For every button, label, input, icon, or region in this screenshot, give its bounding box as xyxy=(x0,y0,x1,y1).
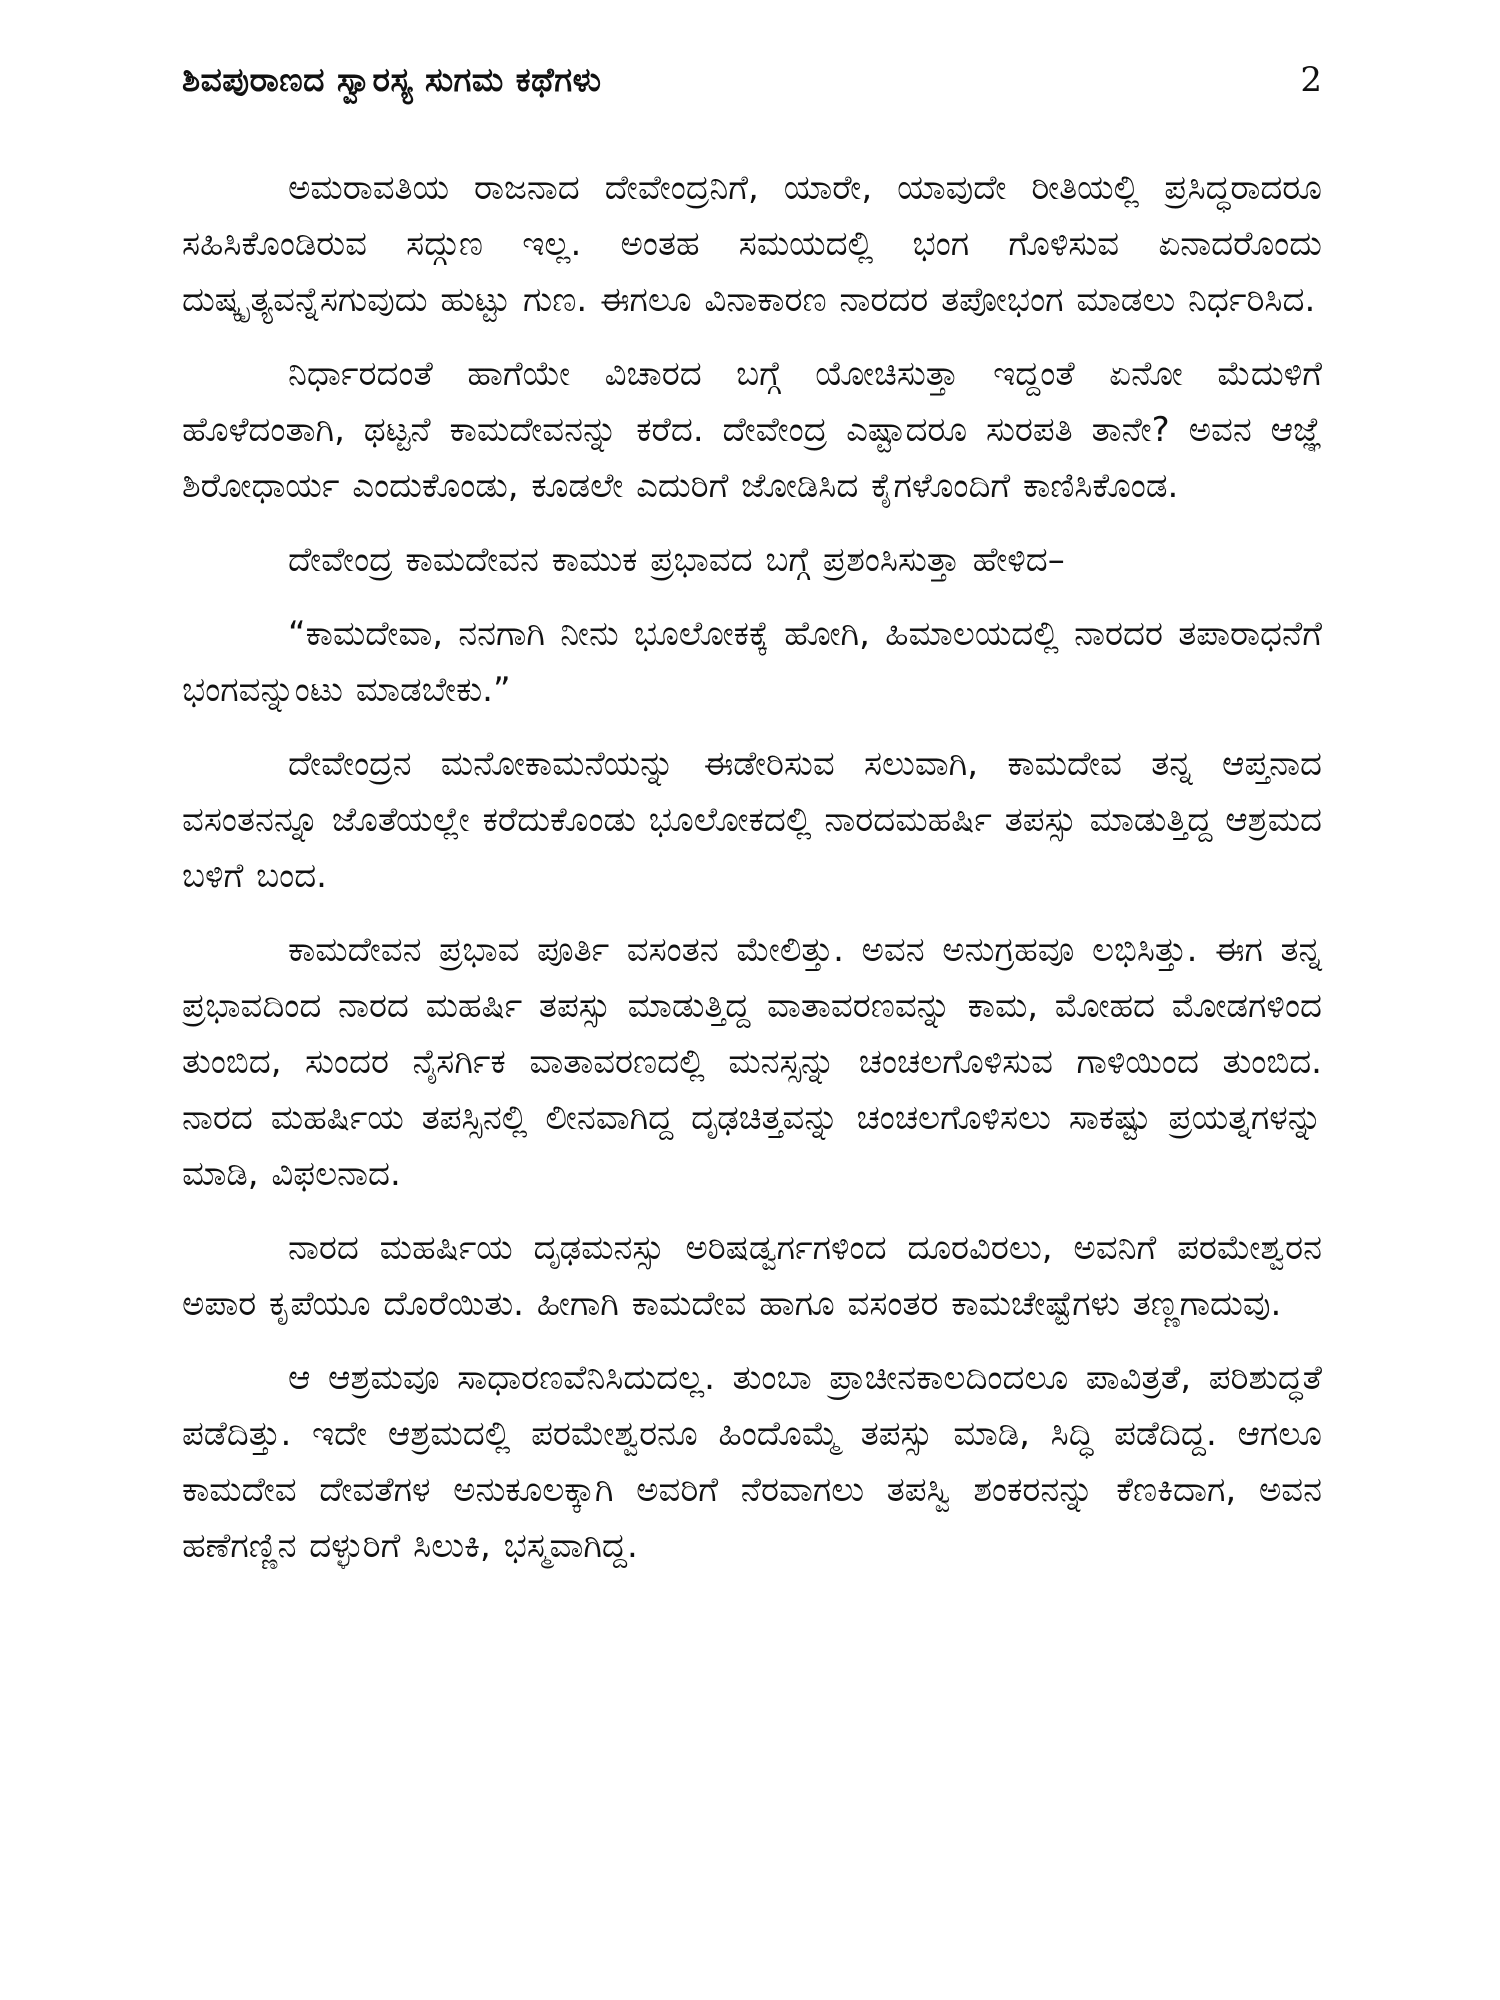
body-text xyxy=(182,160,1322,1592)
page-number: 2 xyxy=(1300,60,1322,100)
paragraph-6: ಕಾಮದೇವನ ಪ್ರಭಾವ ಪೂರ್ತಿ ವಸಂತನ ಮೇಲಿತ್ತು. ಅವನ ಅನುಗ್ರಹವೂ ಲಭಿಸಿತ್ತು. ಈಗ ತನ್ನ ಪ್ರಭಾವದಿಂದ ನಾರದ ಮಹರ್ಷಿ ತಪಸ್ಸು ಮಾಡುತ್ತಿದ್ದ ವಾತಾವರಣವನ್ನು ಕಾಮ, ಮೋಹದ ಮೋಡಗಳಿಂದ ತುಂಬಿದ, ಸುಂದರ ನೈಸರ್ಗಿಕ ವಾತಾವರಣದಲ್ಲಿ ಮನಸ್ಸನ್ನು ಚಂಚಲಗೊಳಿಸುವ ಗಾಳಿಯಿಂದ ತುಂಬಿದ. ನಾರದ ಮಹರ್ಷಿಯ ತಪಸ್ಸಿನಲ್ಲಿ ಲೀನವಾಗಿದ್ದ ದೃಢಚಿತ್ತವನ್ನು ಚಂಚಲಗೊಳಿಸಲು ಸಾಕಷ್ಟು ಪ್ರಯತ್ನಗಳನ್ನು ಮಾಡಿ, ವಿಫಲನಾದ. xyxy=(182,930,1322,1194)
paragraph-3: ದೇವೇಂದ್ರ ಕಾಮದೇವನ ಕಾಮುಕ ಪ್ರಭಾವದ ಬಗ್ಗೆ ಪ್ರಶಂಸಿಸುತ್ತಾ ಹೇಳಿದ– xyxy=(288,540,1065,580)
paragraph-2: ನಿರ್ಧಾರದಂತೆ ಹಾಗೆಯೇ ವಿಚಾರದ ಬಗ್ಗೆ ಯೋಚಿಸುತ್ತಾ ಇದ್ದಂತೆ ಏನೋ ಮೆದುಳಿಗೆ ಹೊಳೆದಂತಾಗಿ, ಥಟ್ಟನೆ ಕಾಮದೇವನನ್ನು ಕರೆದ. ದೇವೇಂದ್ರ ಎಷ್ಟಾದರೂ ಸುರಪತಿ ತಾನೇ? ಅವನ ಆಜ್ಞೆ ಶಿರೋಧಾರ್ಯ ಎಂದುಕೊಂಡು, ಕೂಡಲೇ ಎದುರಿಗೆ ಜೋಡಿಸಿದ ಕೈಗಳೊಂದಿಗೆ ಕಾಣಿಸಿಕೊಂಡ. xyxy=(182,354,1322,506)
paragraph-1: ಅಮರಾವತಿಯ ರಾಜನಾದ ದೇವೇಂದ್ರನಿಗೆ, ಯಾರೇ, ಯಾವುದೇ ರೀತಿಯಲ್ಲಿ ಪ್ರಸಿದ್ಧರಾದರೂ ಸಹಿಸಿಕೊಂಡಿರುವ ಸದ್ಗುಣ ಇಲ್ಲ. ಅಂತಹ ಸಮಯದಲ್ಲಿ ಭಂಗ ಗೊಳಿಸುವ ಏನಾದರೊಂದು ದುಷ್ಕೃತ್ಯವನ್ನೆಸಗುವುದು ಹುಟ್ಟು ಗುಣ. ಈಗಲೂ ವಿನಾಕಾರಣ ನಾರದರ ತಪೋಭಂಗ ಮಾಡಲು ನಿರ್ಧರಿಸಿದ. xyxy=(182,168,1322,320)
running-header xyxy=(182,52,1322,108)
paragraph-7: ನಾರದ ಮಹರ್ಷಿಯ ದೃಢಮನಸ್ಸು ಅರಿಷಡ್ವರ್ಗಗಳಿಂದ ದೂರವಿರಲು, ಅವನಿಗೆ ಪರಮೇಶ್ವರನ ಅಪಾರ ಕೃಪೆಯೂ ದೊರೆಯಿತು. ಹೀಗಾಗಿ ಕಾಮದೇವ ಹಾಗೂ ವಸಂತರ ಕಾಮಚೇಷ್ಟೆಗಳು ತಣ್ಣಗಾದುವು. xyxy=(182,1228,1322,1324)
paragraph-4-quote: “ಕಾಮದೇವಾ, ನನಗಾಗಿ ನೀನು ಭೂಲೋಕಕ್ಕೆ ಹೋಗಿ, ಹಿಮಾಲಯದಲ್ಲಿ ನಾರದರ ತಪಾರಾಧನೆಗೆ ಭಂಗವನ್ನುಂಟು ಮಾಡಬೇಕು.” xyxy=(182,614,1322,710)
paragraph-5: ದೇವೇಂದ್ರನ ಮನೋಕಾಮನೆಯನ್ನು ಈಡೇರಿಸುವ ಸಲುವಾಗಿ, ಕಾಮದೇವ ತನ್ನ ಆಪ್ತನಾದ ವಸಂತನನ್ನೂ ಜೊತೆಯಲ್ಲೇ ಕರೆದುಕೊಂಡು ಭೂಲೋಕದಲ್ಲಿ ನಾರದಮಹರ್ಷಿ ತಪಸ್ಸು ಮಾಡುತ್ತಿದ್ದ ಆಶ್ರಮದ ಬಳಿಗೆ ಬಂದ. xyxy=(182,744,1322,896)
book-title: ಶಿವಪುರಾಣದ ಸ್ವಾರಸ್ಯ ಸುಗಮ ಕಥೆಗಳು xyxy=(182,60,602,99)
paragraph-8: ಆ ಆಶ್ರಮವೂ ಸಾಧಾರಣವೆನಿಸಿದುದಲ್ಲ. ತುಂಬಾ ಪ್ರಾಚೀನಕಾಲದಿಂದಲೂ ಪಾವಿತ್ರತೆ, ಪರಿಶುದ್ಧತೆ ಪಡೆದಿತ್ತು. ಇದೇ ಆಶ್ರಮದಲ್ಲಿ ಪರಮೇಶ್ವರನೂ ಹಿಂದೊಮ್ಮೆ ತಪಸ್ಸು ಮಾಡಿ, ಸಿದ್ಧಿ ಪಡೆದಿದ್ದ. ಆಗಲೂ ಕಾಮದೇವ ದೇವತೆಗಳ ಅನುಕೂಲಕ್ಕಾಗಿ ಅವರಿಗೆ ನೆರವಾಗಲು ತಪಸ್ವಿ ಶಂಕರನನ್ನು ಕೆಣಕಿದಾಗ, ಅವನ ಹಣೆಗಣ್ಣಿನ ದಳ್ಳುರಿಗೆ ಸಿಲುಕಿ, ಭಸ್ಮವಾಗಿದ್ದ. xyxy=(182,1358,1322,1566)
